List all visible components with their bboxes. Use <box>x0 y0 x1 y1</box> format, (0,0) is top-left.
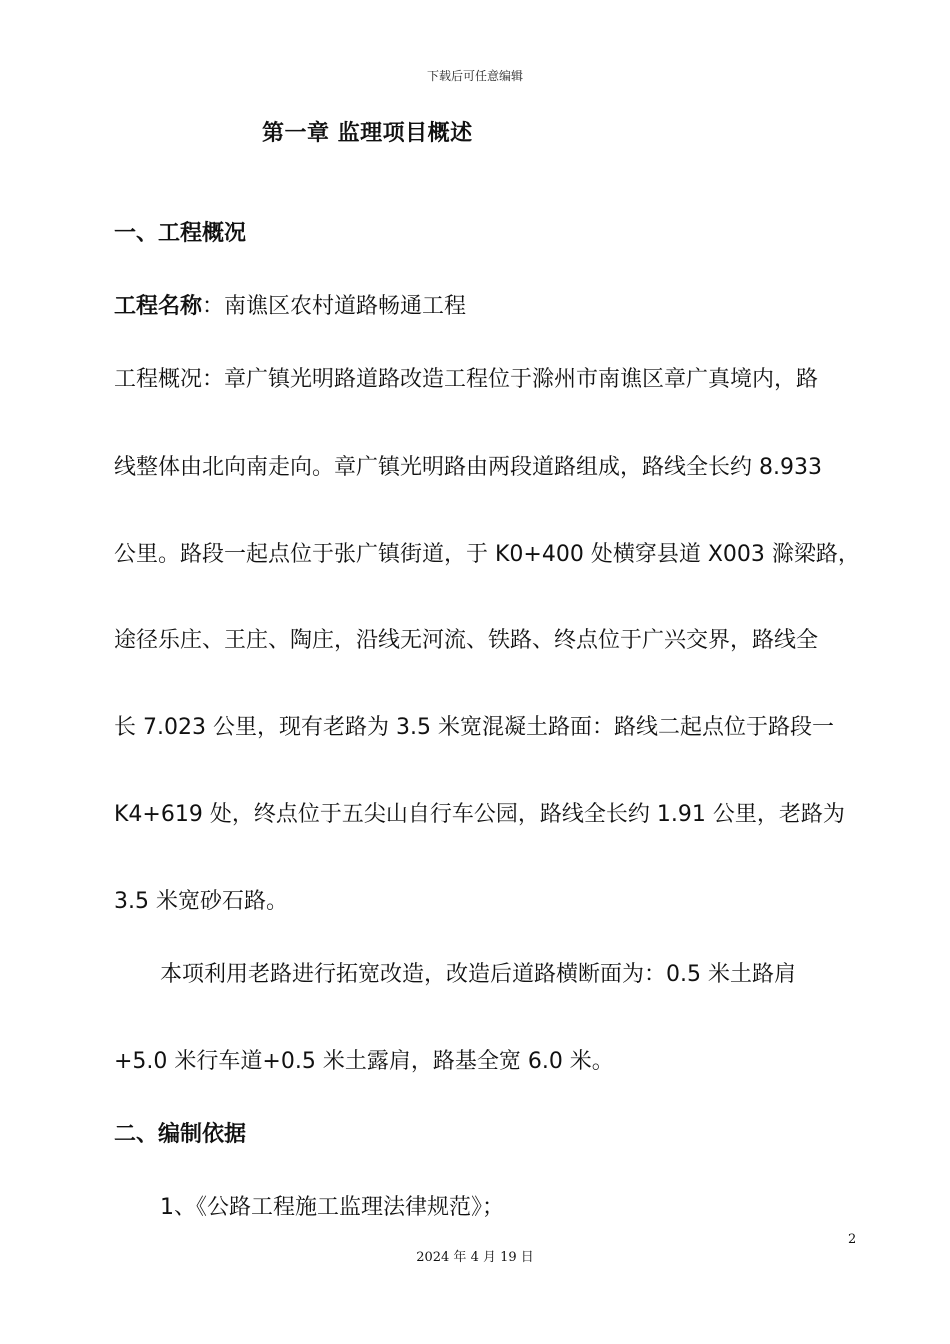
overview-line: K4+619 处，终点位于五尖山自行车公园，路线全长约 1.91 公里，老路为 <box>114 802 845 827</box>
paragraph-line: 本项利用老路进行拓宽改造，改造后道路横断面为：0.5 米土路肩 <box>160 962 796 987</box>
overview-line: 工程概况：章广镇光明路道路改造工程位于滁州市南谯区章广真境内，路 <box>114 367 819 392</box>
overview-line: 长 7.023 公里，现有老路为 3.5 米宽混凝土路面：路线二起点位于路段一 <box>114 715 834 740</box>
page-number: 2 <box>848 1232 857 1247</box>
project-name-value: ：南谯区农村道路畅通工程 <box>202 294 467 319</box>
paragraph-line: +5.0 米行车道+0.5 米土露肩，路基全宽 6.0 米。 <box>114 1049 614 1074</box>
overview-line: 途径乐庄、王庄、陶庄，沿线无河流、铁路、终点位于广兴交界，路线全 <box>114 628 819 653</box>
overview-line: 线整体由北向南走向。章广镇光明路由两段道路组成，路线全长约 8.933 <box>114 455 822 480</box>
page-header-note: 下载后可任意编辑 <box>426 69 523 83</box>
project-name-line <box>114 289 466 320</box>
overview-line: 3.5 米宽砂石路。 <box>114 889 288 914</box>
chapter-title: 第一章 监理项目概述 <box>262 121 473 146</box>
footer-date: 2024 年 4 月 19 日 <box>416 1250 534 1265</box>
section-heading-project-overview: 一、工程概况 <box>114 221 247 246</box>
section-heading-basis: 二、编制依据 <box>114 1122 247 1147</box>
list-item: 1、《公路工程施工监理法律规范》； <box>160 1195 504 1220</box>
overview-line: 公里。路段一起点位于张广镇街道，于 K0+400 处横穿县道 X003 滁梁路， <box>114 542 860 567</box>
project-name-label: 工程名称 <box>114 294 203 319</box>
